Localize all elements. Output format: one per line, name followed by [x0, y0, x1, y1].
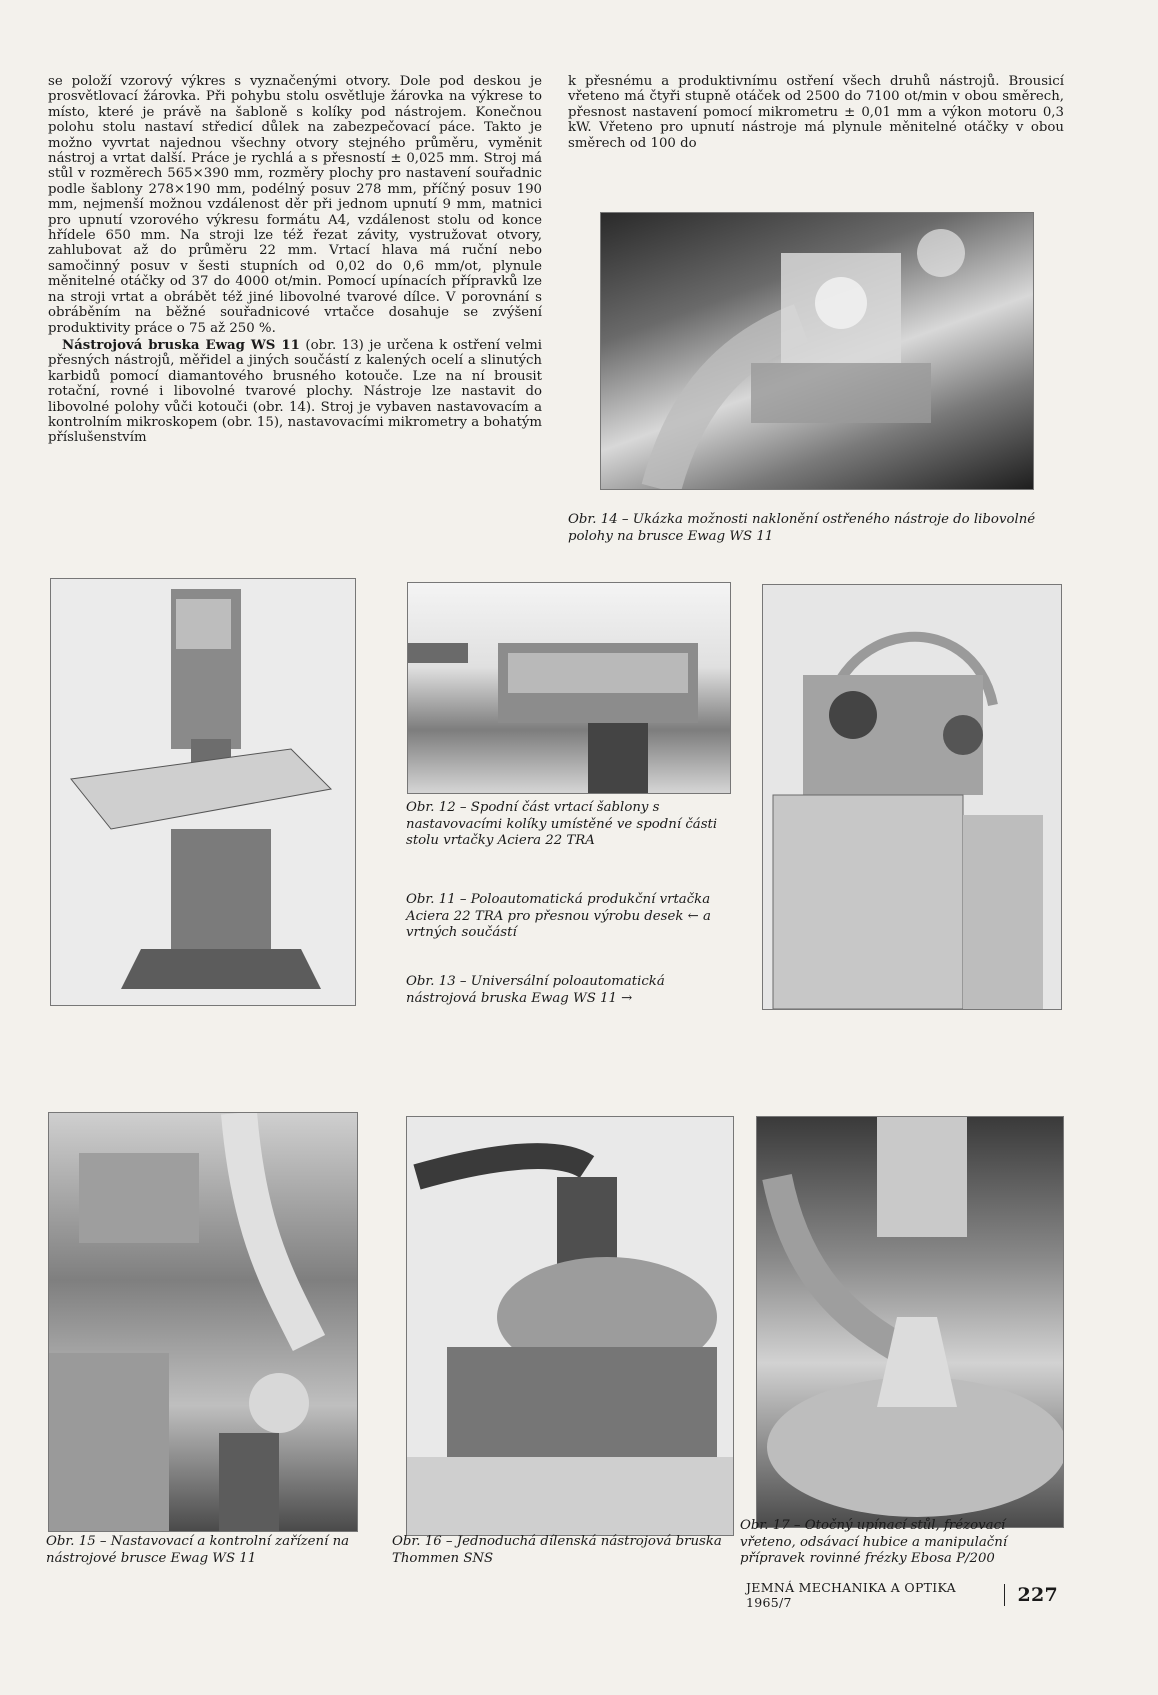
photo-fig16-graphic — [407, 1117, 733, 1535]
right-text-column — [568, 74, 1064, 151]
left-text-column — [48, 74, 542, 446]
caption-fig13: Obr. 13 – Universální poloautomatická nástrojová bruska Ewag WS 11 → — [406, 974, 665, 1006]
left-paragraph-2-text: (obr. 13) je určena k ostření velmi přesných nástrojů, měřidel a jiných součástí z kalených ocelí a slinutých karbidů pomocí diamantového brusného kotouče. Lze na ní brousit rotační, rovné i libovolné tvarové plochy. Nástroje lze nastavit do libovolné polohy vůči kotouči (obr. 14). Stroj je vybaven nastavovacím a kontrolním mikroskopem (obr. 15), nastavovacími mikrometry a bohatým příslušenstvím — [48, 337, 542, 446]
photo-fig15-graphic — [49, 1113, 357, 1531]
photo-fig11-drill-press — [50, 578, 356, 1006]
photo-fig15-microscope — [48, 1112, 358, 1532]
page-footer — [746, 1580, 1058, 1610]
caption-fig12: Obr. 12 – Spodní část vrtací šablony s nastavovacími kolíky umístěné ve spodní části stolu vrtačky Aciera 22 TRA — [406, 800, 718, 848]
caption-fig16: Obr. 16 – Jednoduchá dílenská nástrojová bruska Thommen SNS — [392, 1534, 722, 1566]
photo-fig12-graphic — [408, 583, 730, 793]
photo-fig17-ebosa-mill — [756, 1116, 1064, 1528]
caption-fig11: Obr. 11 – Poloautomatická produkční vrtačka Aciera 22 TRA pro přesnou výrobu desek ← a vrtných součástí — [406, 892, 711, 940]
left-paragraph-2 — [48, 338, 542, 446]
photo-fig17-graphic — [757, 1117, 1063, 1527]
section-heading-ewag: Nástrojová bruska Ewag WS 11 — [62, 337, 300, 353]
journal-title: JEMNÁ MECHANIKA A OPTIKA 1965/7 — [746, 1580, 956, 1610]
caption-fig14: Obr. 14 – Ukázka možnosti naklonění ostřeného nástroje do libovolné polohy na brusce Ewag WS 11 — [568, 512, 1036, 544]
photo-fig13-graphic — [763, 585, 1061, 1009]
photo-fig11-graphic — [51, 579, 355, 1005]
footer-separator — [1004, 1584, 1005, 1606]
photo-fig12-template — [407, 582, 731, 794]
photo-fig16-thommen-grinder — [406, 1116, 734, 1536]
caption-fig17: Obr. 17 – Otočný upínací stůl, frézovací vřeteno, odsávací hubice a manipulační přípravek rovinné frézky Ebosa P/200 — [740, 1518, 1008, 1566]
right-paragraph-1: k přesnému a produktivnímu ostření všech druhů nástrojů. Brousicí vřeteno má čtyři stupně otáček od 2500 do 7100 ot/min v obou směrech, přesnost nastavení pomocí mikrometru ± 0,01 mm a výkon motoru 0,3 kW. Vřeteno pro upnutí nástroje má plynule měnitelné otáčky v obou směrech od 100 do — [568, 74, 1064, 151]
left-paragraph-1: se položí vzorový výkres s vyznačenými otvory. Dole pod deskou je prosvětlovací žárovka. Při pohybu stolu osvětluje žárovka na výkrese to místo, které je právě na šabloně s kolíky pod nástrojem. Konečnou polohu stolu nastaví středicí důlek na zabezpečovací páce. Takto je možno vyvrtat najednou všechny otvory stejného průměru, vyměnit nástroj a vrtat další. Práce je rychlá a s přesností ± 0,025 mm. Stroj má stůl v rozměrech 565×390 mm, rozměry plochy pro nastavení souřadnic podle šablony 278×190 mm, podélný posuv 278 mm, příčný posuv 190 mm, nejmenší možnou vzdálenost děr při jednom upnutí 9 mm, matnici pro upnutí vzorového výkresu formátu A4, vzdálenost stolu od konce hřídele 650 mm. Na stroji lze též řezat závity, vystružovat otvory, zahlubovat až do průměru 22 mm. Vrtací hlava má ruční nebo samočinný posuv v šesti stupních od 0,02 do 0,6 mm/ot, plynule měnitelné otáčky od 37 do 4000 ot/min. Pomocí upínacích přípravků lze na stroji vrtat a obrábět též jiné libovolné tvarové dílce. V porovnání s obráběním na běžné souřadnicové vrtačce dosahuje se zvýšení produktivity práce o 75 až 250 %. — [48, 74, 542, 336]
photo-fig14-graphic — [601, 213, 1033, 489]
page-number: 227 — [1017, 1584, 1058, 1606]
photo-fig14-grinder-tilt — [600, 212, 1034, 490]
photo-fig13-ewag-grinder — [762, 584, 1062, 1010]
caption-fig15: Obr. 15 – Nastavovací a kontrolní zařízení na nástrojové brusce Ewag WS 11 — [46, 1534, 350, 1566]
